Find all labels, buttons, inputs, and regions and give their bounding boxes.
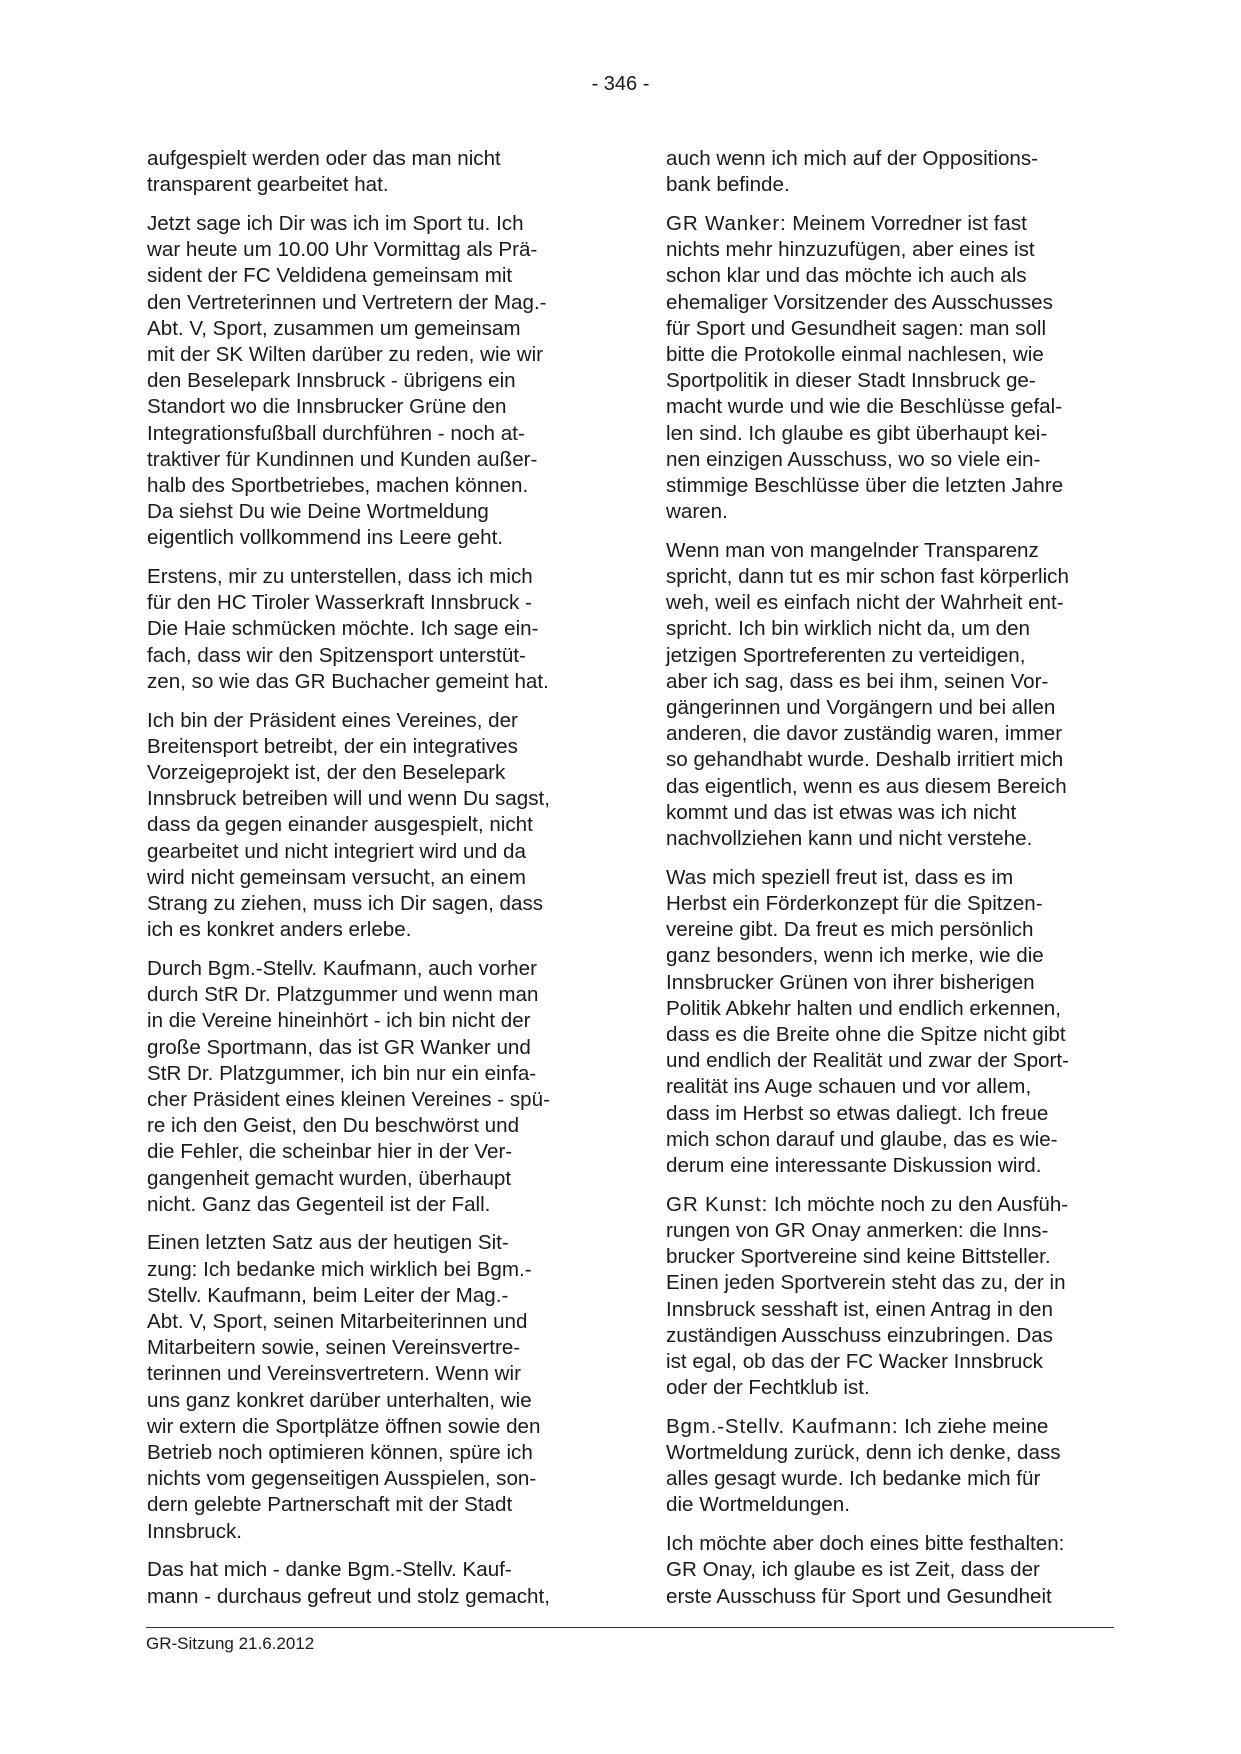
paragraph: Ich möchte aber doch eines bitte festhalten: GR Onay, ich glaube es ist Zeit, dass der erste Ausschuss für Sport und Gesundheit [666,1532,1065,1608]
speaker-name: GR Wanker: [666,211,787,235]
speaker-paragraph [666,1192,1111,1402]
footer-session-label: GR-Sitzung 21.6.2012 [146,1634,315,1653]
paragraph: Wenn man von mangelnder Transparenz spricht, dann tut es mir schon fast körperlich weh, weil es einfach nicht der Wahrheit ent- spricht. Ich bin wirklich nicht da, um den jetzigen Sportreferenten zu verteidigen, aber ich sag, dass es bei ihm, seinen Vor- gängerinnen und Vorgängern und bei allen anderen, die davor zuständig waren, immer so gehandhabt wurde. Deshalb irritiert mich das eigentlich, wenn es aus diesem Bereich kommt und das ist etwas was ich nicht nachvollziehen kann und nicht verstehe. [666,538,1069,851]
speech-text: Ich möchte noch zu den Ausfüh- rungen von GR Onay anmerken: die Inns- brucker Sportvereine sind keine Bittsteller. Einen jeden Sportverein steht das zu, der in Innsbruck sesshaft ist, einen Antrag in den zuständigen Ausschuss einzubringen. Das ist egal, ob das der FC Wacker Innsbruck oder der Fechtklub ist. [666,1192,1069,1400]
paragraph: Durch Bgm.-Stellv. Kaufmann, auch vorher durch StR Dr. Platzgummer und wenn man in die Vereine hineinhört - ich bin nicht der große Sportmann, das ist GR Wanker und StR Dr. Platzgummer, ich bin nur ein einfa- cher Präsident eines kleinen Vereines - spü- re ich den Geist, den Du beschwörst und die Fehler, die scheinbar hier in der Ver- gangenheit gemacht wurden, überhaupt nicht. Ganz das Gegenteil ist der Fall. [147,956,550,1216]
paragraph: Das hat mich - danke Bgm.-Stellv. Kauf- mann - durchaus gefreut und stolz gemacht, [147,1558,550,1608]
page-number: - 346 - [591,73,650,95]
paragraph: aufgespielt werden oder das man nicht transparent gearbeitet hat. [147,147,501,197]
paragraph: Einen letzten Satz aus der heutigen Sit- zung: Ich bedanke mich wirklich bei Bgm.- Stellv. Kaufmann, beim Leiter der Mag.- Abt. V, Sport, seinen Mitarbeiterinnen und Mitarbeitern sowie, seinen Vereinsvertre- terinnen und Vereinsvertretern. Wenn wir uns ganz konkret darüber unterhalten, wie wir extern die Sportplätze öffnen sowie den Betrieb noch optimieren können, spüre ich nichts vom gegenseitigen Ausspielen, son- dern gelebte Partnerschaft mit der Stadt Innsbruck. [147,1231,541,1543]
speaker-paragraph [666,211,1111,525]
right-column [666,146,1111,1622]
paragraph: Ich bin der Präsident eines Vereines, der Breitensport betreibt, der ein integratives Vorzeigeprojekt ist, der den Beselepark Innsbruck betreiben will und wenn Du sagst, dass da gegen einander ausgespielt, nicht gearbeitet und nicht integriert wird und da wird nicht gemeinsam versucht, an einem Strang zu ziehen, muss ich Dir sagen, dass ich es konkret anders erlebe. [147,708,550,942]
paragraph: Was mich speziell freut ist, dass es im Herbst ein Förderkonzept für die Spitzen- vereine gibt. Da freut es mich persönlich ganz besonders, wenn ich merke, wie die Innsbrucker Grünen von ihrer bisherigen Politik Abkehr halten und endlich erkennen, dass es die Breite ohne die Spitze nicht gibt und endlich der Realität und zwar der Sport- realität ins Auge schauen und vor allem, dass im Herbst so etwas daliegt. Ich freue mich schon darauf und glaube, das es wie- derum eine interessante Diskussion wird. [666,865,1069,1178]
paragraph: Erstens, mir zu unterstellen, dass ich mich für den HC Tiroler Wasserkraft Innsbruck - Die Haie schmücken möchte. Ich sage ein- fach, dass wir den Spitzensport unterstüt- zen, so wie das GR Buchacher gemeint hat. [147,565,549,693]
speaker-paragraph [666,1414,1111,1519]
speech-text: Meinem Vorredner ist fast nichts mehr hinzuzufügen, aber eines ist schon klar und das möchte ich auch als ehemaliger Vorsitzender des Ausschusses für Sport und Gesundheit sagen: man soll bitte die Protokolle einmal nachlesen, wie Sportpolitik in dieser Stadt Innsbruck ge- macht wurde und wie die Beschlüsse gefal- len sind. Ich glaube es gibt überhaupt kei- nen einzigen Ausschuss, wo so viele ein- stimmige Beschlüsse über die letzten Jahre waren. [666,211,1064,524]
speaker-name: GR Kunst: [666,1192,769,1216]
footer-divider [146,1627,1114,1628]
paragraph: Jetzt sage ich Dir was ich im Sport tu. Ich war heute um 10.00 Uhr Vormittag als Prä- sident der FC Veldidena gemeinsam mit den Vertreterinnen und Vertretern der Mag.- Abt. V, Sport, zusammen um gemeinsam mit der SK Wilten darüber zu reden, wie wir den Beselepark Innsbruck - übrigens ein Standort wo die Innsbrucker Grüne den Integrationsfußball durchführen - noch at- traktiver für Kundinnen und Kunden außer- halb des Sportbetriebes, machen können. Da siehst Du wie Deine Wortmeldung eigentlich vollkommend ins Leere geht. [147,211,547,550]
paragraph: auch wenn ich mich auf der Oppositions- bank befinde. [666,147,1039,197]
speech-text: Ich ziehe meine Wortmeldung zurück, denn ich denke, dass alles gesagt wurde. Ich bedanke mich für die Wortmeldungen. [666,1414,1061,1517]
left-column [147,146,592,1622]
speaker-name: Bgm.-Stellv. Kaufmann: [666,1414,899,1438]
